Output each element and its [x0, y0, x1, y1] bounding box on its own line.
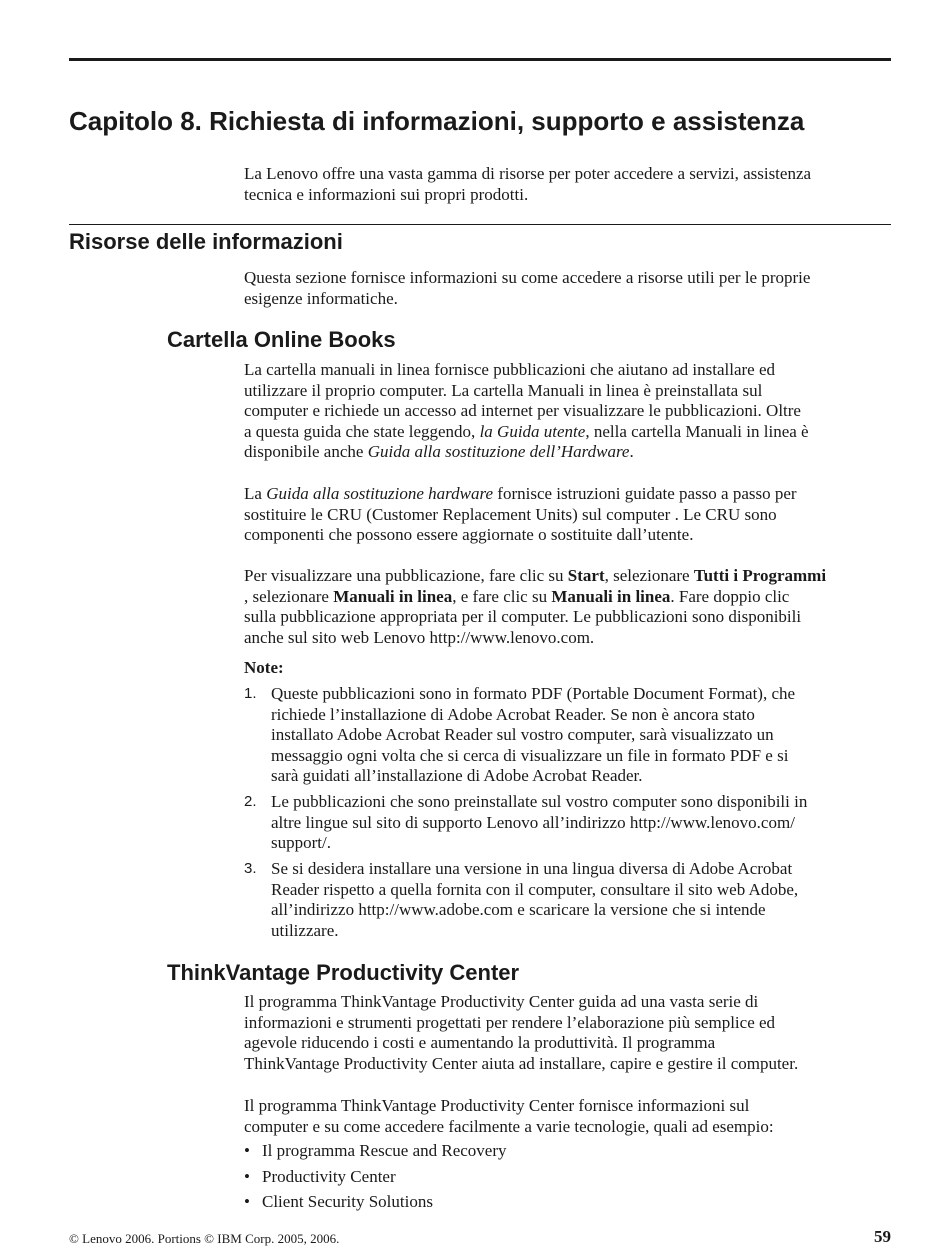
text-run: , e fare clic su [452, 586, 552, 606]
note-item-3 [271, 859, 798, 941]
note-line: Le pubblicazioni che sono preinstallate sul vostro computer sono disponibili in [271, 792, 808, 811]
note-line: Reader rispetto a quella fornita con il computer, consultare il sito web Adobe, [271, 879, 799, 899]
text-run: , nella cartella Manuali in linea è [585, 421, 809, 441]
subsection-title-thinkvantage: ThinkVantage Productivity Center [167, 960, 520, 985]
paragraph-line: Questa sezione fornisce informazioni su come accedere a risorse utili per le proprie [244, 268, 811, 287]
text-run: , selezionare [604, 566, 694, 585]
online-books-paragraph-2 [244, 484, 797, 546]
paragraph-line [244, 484, 797, 505]
text-run: disponibile anche [244, 442, 368, 461]
guide-title-italic: Guida alla sostituzione hardware [266, 484, 494, 503]
intro-paragraph [244, 164, 811, 205]
text-run: Per visualizzare una pubblicazione, fare clic su [244, 566, 568, 585]
paragraph-line: computer e richiede un accesso ad internet per visualizzare le pubblicazioni. Oltre [244, 401, 801, 420]
paragraph-line: sostituire le CRU (Customer Replacement Units) sul computer . Le CRU sono [244, 504, 777, 524]
subsection-title-online-books: Cartella Online Books [167, 327, 396, 352]
online-books-paragraph-1 [244, 360, 809, 463]
text-run: La [244, 484, 267, 503]
note-item-2 [271, 792, 807, 854]
intro-line: La Lenovo offre una vasta gamma di risorse per poter accedere a servizi, assistenza [244, 164, 812, 183]
bullet-item: Client Security Solutions [262, 1192, 433, 1211]
paragraph-line: agevole riducendo i costi e aumentando la produttività. Il programma [244, 1033, 716, 1052]
bullet-icon: • [244, 1141, 250, 1160]
text-run: a questa guida che state leggendo, [244, 421, 480, 441]
paragraph-line: esigenze informatiche. [244, 288, 398, 308]
paragraph-line: La cartella manuali in linea fornisce pubblicazioni che aiutano ad installare ed [244, 360, 776, 379]
bullet-item: Productivity Center [262, 1167, 396, 1186]
note-line: all’indirizzo http://www.adobe.com e scaricare la versione che si intende [271, 900, 766, 919]
text-run: , selezionare [244, 586, 334, 606]
text-run: . Fare doppio clic [670, 586, 790, 606]
paragraph-line: computer e su come accedere facilmente a varie tecnologie, quali ad esempio: [244, 1116, 774, 1136]
menu-term-bold: Tutti i Programmi [693, 566, 827, 585]
text-run: fornisce istruzioni guidate passo a passo per [493, 484, 797, 503]
paragraph-line: Il programma ThinkVantage Productivity Center fornisce informazioni sul [244, 1096, 750, 1115]
section-rule [69, 224, 891, 225]
paragraph-line: utilizzare il proprio computer. La cartella Manuali in linea è preinstallata sul [244, 380, 763, 400]
bullet-icon: • [244, 1167, 250, 1186]
paragraph-line: anche sul sito web Lenovo http://www.lenovo.com. [244, 627, 595, 647]
note-line: richiede l’installazione di Adobe Acrobat Reader. Se non è ancora stato [271, 704, 755, 724]
menu-term-bold: Manuali in linea [551, 586, 671, 606]
thinkvantage-paragraph-2 [244, 1096, 774, 1137]
section-title-risorse: Risorse delle informazioni [69, 229, 343, 254]
text-run: . [629, 442, 634, 461]
paragraph-line: informazioni e strumenti progettati per rendere l’elaborazione più semplice ed [244, 1012, 776, 1032]
section-paragraph [244, 268, 810, 309]
note-number: 3. [244, 860, 257, 877]
menu-term-bold: Start [567, 566, 605, 585]
paragraph-line: ThinkVantage Productivity Center aiuta ad installare, capire e gestire il computer. [244, 1053, 799, 1073]
bullet-icon: • [244, 1192, 250, 1211]
top-rule [69, 58, 891, 61]
guide-title-italic: la Guida utente [479, 421, 586, 441]
paragraph-line: sulla pubblicazione appropriata per il computer. Le pubblicazioni sono disponibili [244, 607, 802, 626]
paragraph-line: componenti che possono essere aggiornate o sostituite dall’utente. [244, 525, 694, 544]
bullet-item: Il programma Rescue and Recovery [262, 1141, 507, 1160]
note-line: installato Adobe Acrobat Reader sul vostro computer, sarà visualizzato un [271, 725, 774, 744]
online-books-paragraph-3 [244, 566, 826, 648]
paragraph-line [244, 566, 826, 587]
note-label: Note: [244, 658, 284, 677]
chapter-title: Capitolo 8. Richiesta di informazioni, supporto e assistenza [69, 106, 805, 136]
note-line: altre lingue sul sito di supporto Lenovo all’indirizzo http://www.lenovo.com/ [271, 812, 795, 832]
note-line: support/. [271, 833, 331, 852]
page-number: 59 [874, 1227, 891, 1246]
paragraph-line [244, 442, 809, 463]
menu-term-bold: Manuali in linea [333, 586, 453, 606]
guide-title-italic: Guida alla sostituzione dell’Hardware [367, 442, 630, 461]
note-line: sarà guidati all’installazione di Adobe Acrobat Reader. [271, 766, 643, 785]
intro-line: tecnica e informazioni sui propri prodotti. [244, 184, 529, 204]
note-line: messaggio ogni volta che si cerca di visualizzare un file in formato PDF e si [271, 745, 789, 765]
note-line: utilizzare. [271, 920, 339, 940]
note-item-1 [271, 684, 795, 787]
note-line: Se si desidera installare una versione in una lingua diversa di Adobe Acrobat [271, 859, 793, 878]
note-number: 1. [244, 685, 257, 702]
thinkvantage-paragraph-1 [244, 992, 798, 1074]
note-line: Queste pubblicazioni sono in formato PDF (Portable Document Format), che [271, 684, 796, 703]
paragraph-line [244, 422, 809, 443]
paragraph-line: Il programma ThinkVantage Productivity Center guida ad una vasta serie di [244, 992, 759, 1011]
paragraph-line [244, 587, 826, 608]
footer-copyright: © Lenovo 2006. Portions © IBM Corp. 2005, 2006. [69, 1231, 340, 1246]
note-number: 2. [244, 793, 257, 810]
